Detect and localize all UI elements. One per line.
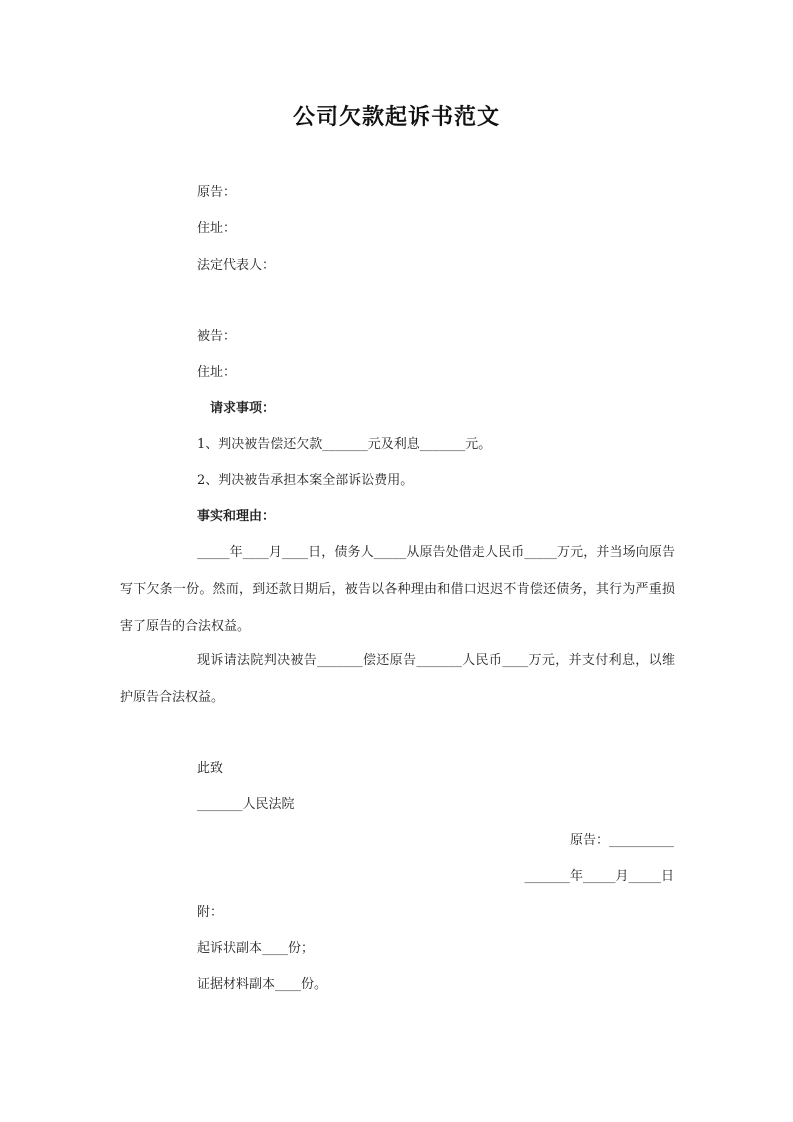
defendant-label: 被告： <box>197 329 237 344</box>
filing-date: _______年_____月_____日 <box>524 869 674 884</box>
plaintiff-signature: 原告：__________ <box>569 833 674 848</box>
facts-paragraph-1: _____年____月____日，债务人_____从原告处借走人民币_____万元，并当场向原告写下欠条一份。然而，到还款日期后，被告以各种理由和借口迟迟不肯偿还债务，其行为严重损害了原告的合法权益。 <box>120 545 675 634</box>
facts-heading: 事实和理由： <box>197 509 276 524</box>
document-title: 公司欠款起诉书范文 <box>292 104 500 130</box>
court-name: _______人民法院 <box>197 797 295 812</box>
plaintiff-label: 原告： <box>197 185 237 200</box>
plaintiff-address: 住址： <box>197 221 237 236</box>
claim-item-2: 2、判决被告承担本案全部诉讼费用。 <box>197 473 414 488</box>
facts-paragraph-2: 现诉请法院判决被告_______偿还原告_______人民币____万元，并支付利息，以维护原告合法权益。 <box>120 653 675 705</box>
attachments-heading: 附： <box>197 905 224 920</box>
legal-representative: 法定代表人： <box>197 258 276 273</box>
attachment-item-2: 证据材料副本____份。 <box>197 977 328 992</box>
claim-item-1: 1、判决被告偿还欠款_______元及利息_______元。 <box>197 437 492 452</box>
attachment-item-1: 起诉状副本____份； <box>197 941 315 956</box>
claims-heading: 请求事项： <box>210 401 276 416</box>
defendant-address: 住址： <box>197 365 237 380</box>
salutation: 此致 <box>197 761 224 776</box>
